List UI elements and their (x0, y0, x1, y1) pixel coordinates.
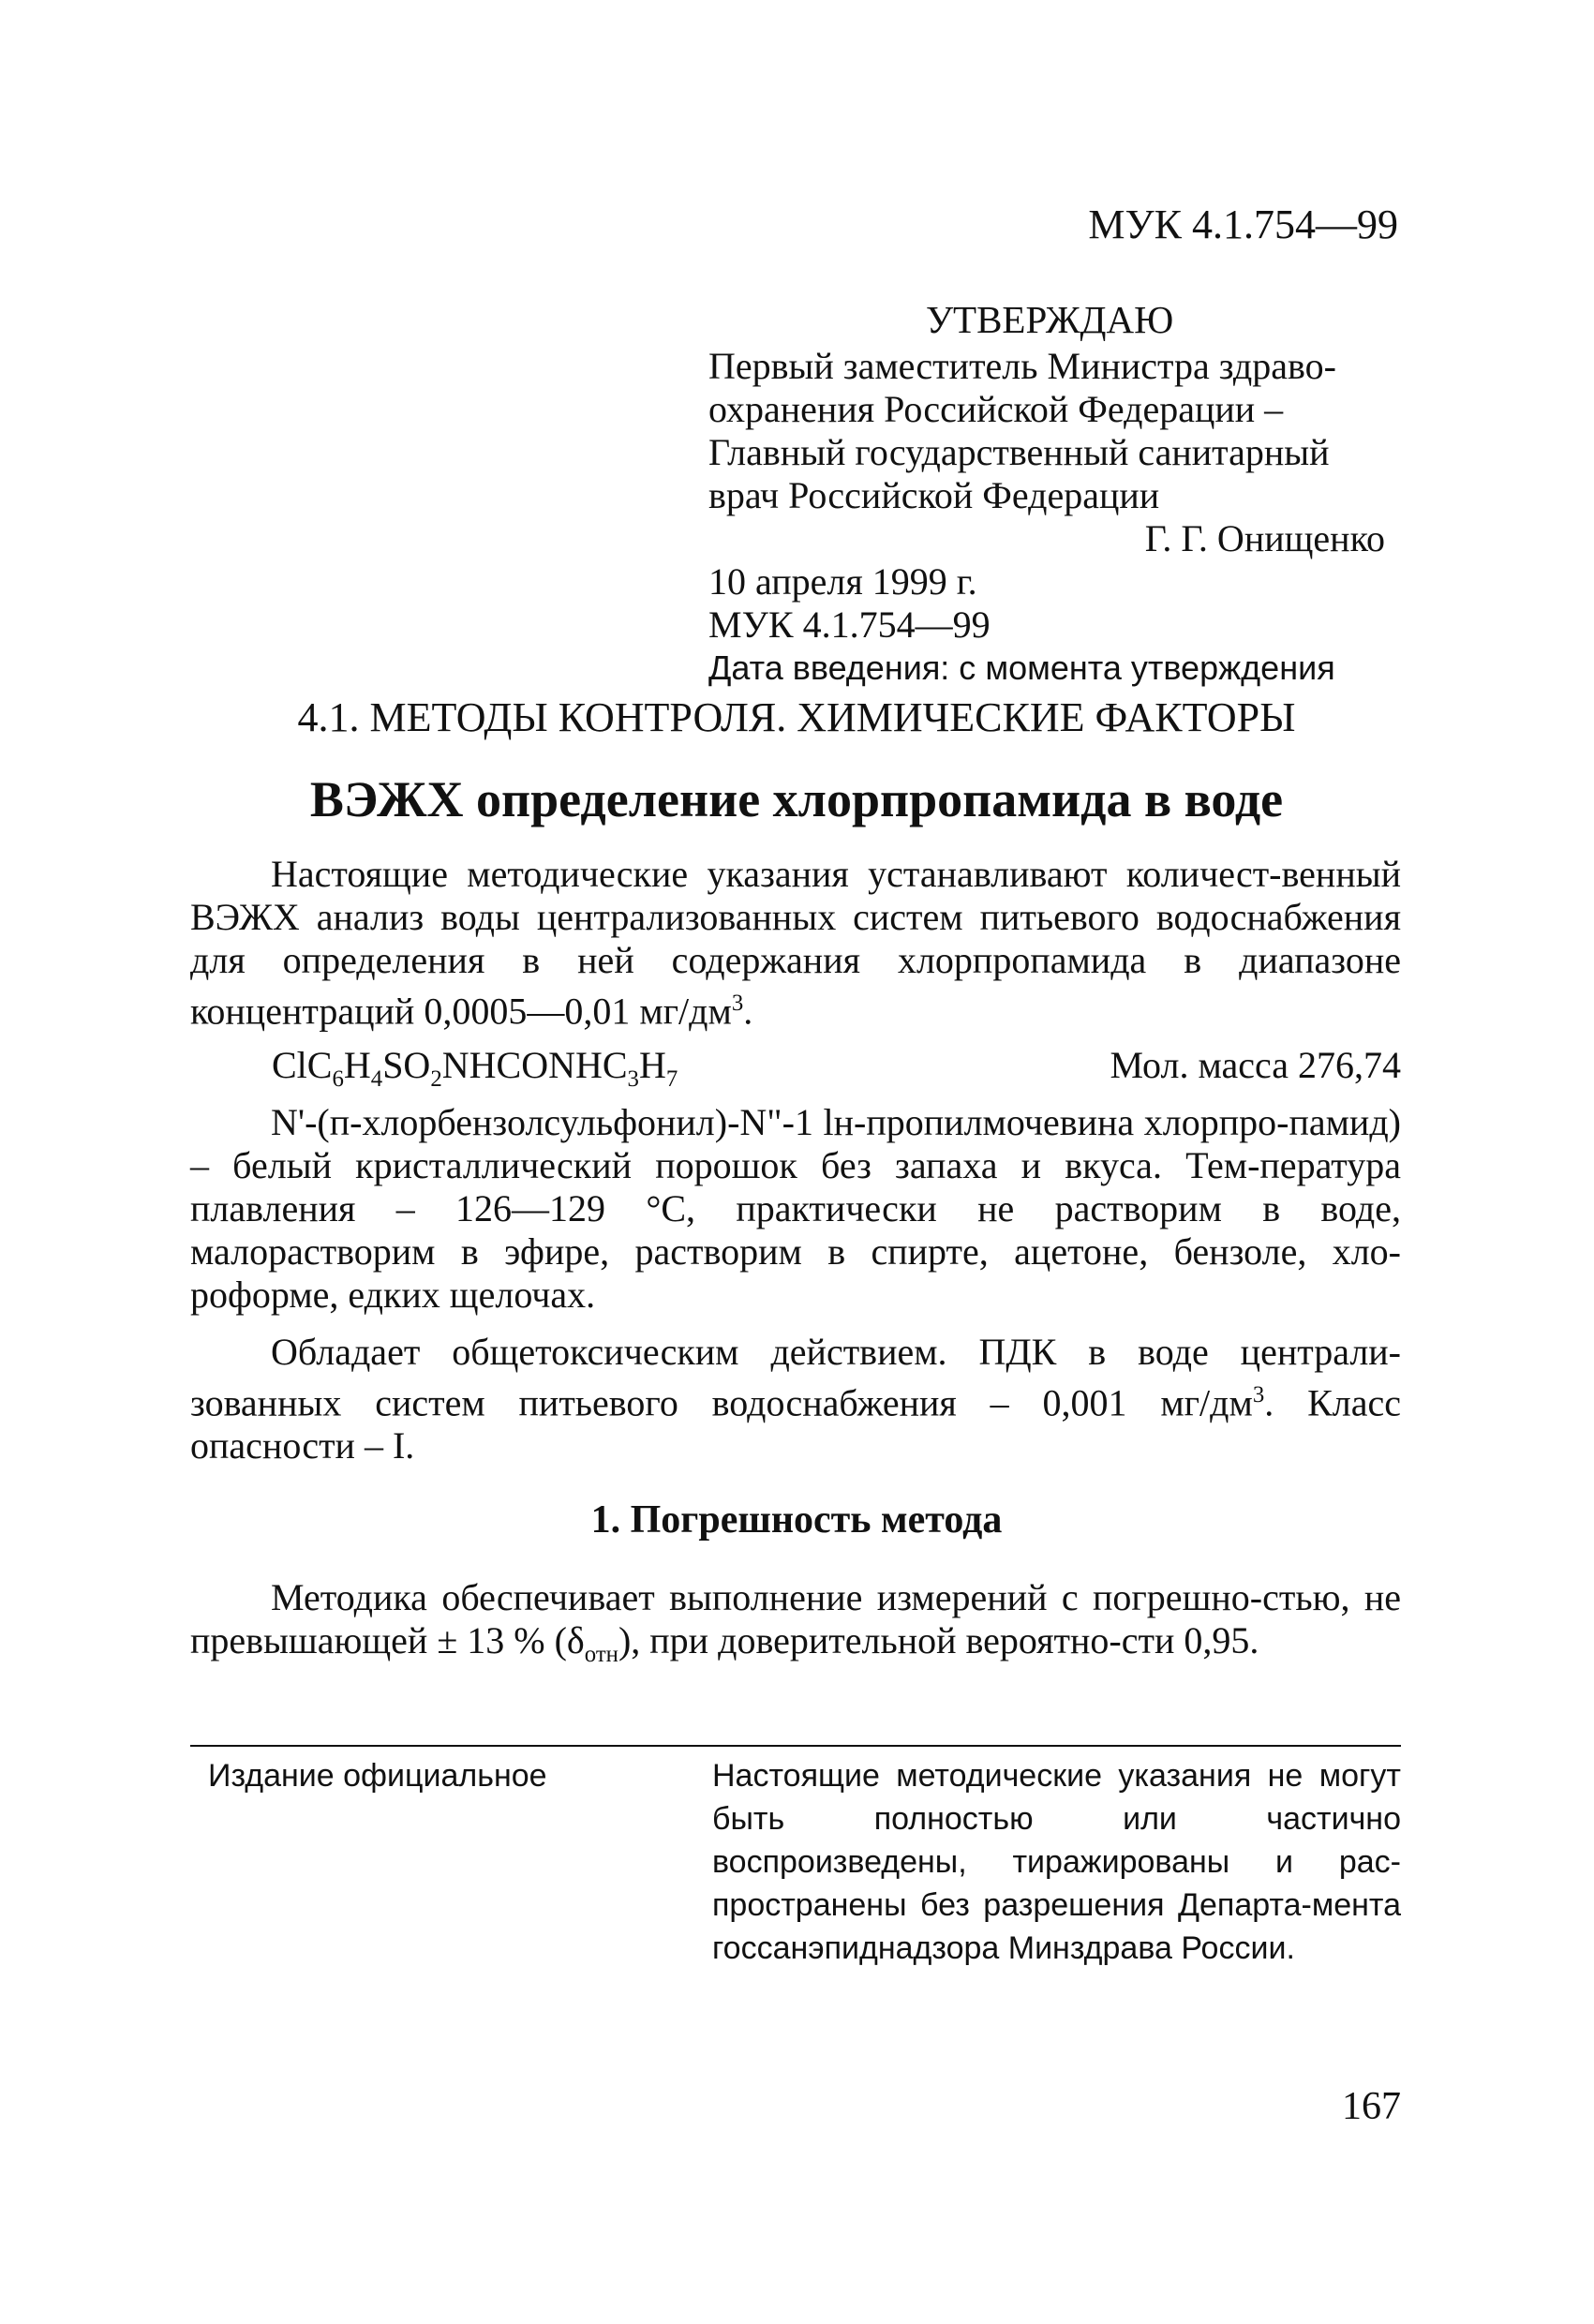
formula-subscript: 6 (332, 1066, 344, 1092)
approval-line: охранения Российской Федерации – (708, 388, 1284, 430)
copyright-notice: Настоящие методические указания не могут быть полностью или частично воспроизведены, тиражированы и рас-пространены без разрешения Департа-мента госсанэпиднадзора Минздрава России. (712, 1758, 1401, 1966)
formula-subscript: 2 (430, 1066, 442, 1092)
document-code: МУК 4.1.754—99 (1088, 201, 1398, 247)
intro-paragraph (190, 853, 1401, 1033)
intro-end: . (743, 990, 753, 1033)
approval-signatory: Г. Г. Онищенко (1144, 517, 1385, 559)
formula-part: NHCONHC (441, 1044, 628, 1086)
description-paragraph: N'-(п-хлорбензолсульфонил)-N"-1 lн-пропилмочевина хлорпро-памид) – белый кристаллический порошок без запаха и вкуса. Тем-пература плавления – 126—129 °С, практически не растворим в воде, малорастворим в эфире, растворим в спирте, ацетоне, бензоле, хло-роформе, едких щелочах. (190, 1101, 1401, 1316)
approval-block (708, 298, 1402, 690)
page-title: ВЭЖХ определение хлорпропамида в воде (309, 771, 1284, 827)
approval-line: Первый заместитель Министра здраво- (708, 345, 1336, 387)
error-subscript: отн (584, 1642, 618, 1667)
approval-doc-code: МУК 4.1.754—99 (708, 603, 991, 646)
section-heading: 1. Погрешность метода (590, 1498, 1003, 1542)
toxicity-paragraph (190, 1331, 1401, 1467)
error-text-after: ), при доверительной вероятно-сти 0,95. (618, 1619, 1259, 1661)
approval-line: врач Российской Федерации (708, 474, 1160, 516)
page-number: 167 (1342, 2085, 1401, 2128)
error-text-before: Методика обеспечивает выполнение измерений с погрешно-стью, не превышающей ± 13 % (δ (190, 1576, 1401, 1661)
formula-part: SO (382, 1044, 431, 1086)
footer-divider (190, 1745, 1401, 1747)
toxicity-text: Обладает общетоксическим действием. ПДК в воде централи-зованных систем питьевого водоснабжения – 0,001 мг/дм (190, 1331, 1401, 1424)
toxicity-end: . Класс опасности – I. (190, 1381, 1401, 1467)
formula-part: ClC (272, 1044, 333, 1086)
approval-line: Главный государственный санитарный (708, 431, 1330, 473)
formula-part: H (343, 1044, 371, 1086)
intro-text: Настоящие методические указания устанавливают количест-венный ВЭЖХ анализ воды централизованных систем питьевого водоснабжения для определения в ней содержания хлорпропамида в диапазоне концентраций 0,0005—0,01 мг/дм (190, 853, 1401, 1033)
approval-date: 10 апреля 1999 г. (708, 560, 977, 603)
molecular-mass: Мол. масса 276,74 (1110, 1044, 1401, 1086)
intro-superscript: 3 (731, 991, 744, 1016)
error-paragraph (190, 1576, 1401, 1676)
toxicity-superscript: 3 (1252, 1382, 1265, 1408)
edition-label: Издание официальное (208, 1758, 547, 1794)
formula-row (272, 1042, 1401, 1103)
formula-subscript: 4 (370, 1066, 383, 1092)
approval-effective-date: Дата введения: с момента утверждения (708, 648, 1335, 687)
approval-heading: УТВЕРЖДАЮ (926, 298, 1174, 341)
section-header: 4.1. МЕТОДЫ КОНТРОЛЯ. ХИМИЧЕСКИЕ ФАКТОРЫ (297, 694, 1296, 740)
formula-subscript: 3 (627, 1066, 639, 1092)
formula-part: H (638, 1044, 666, 1086)
chemical-formula (272, 1042, 678, 1103)
formula-subscript: 7 (665, 1066, 678, 1092)
